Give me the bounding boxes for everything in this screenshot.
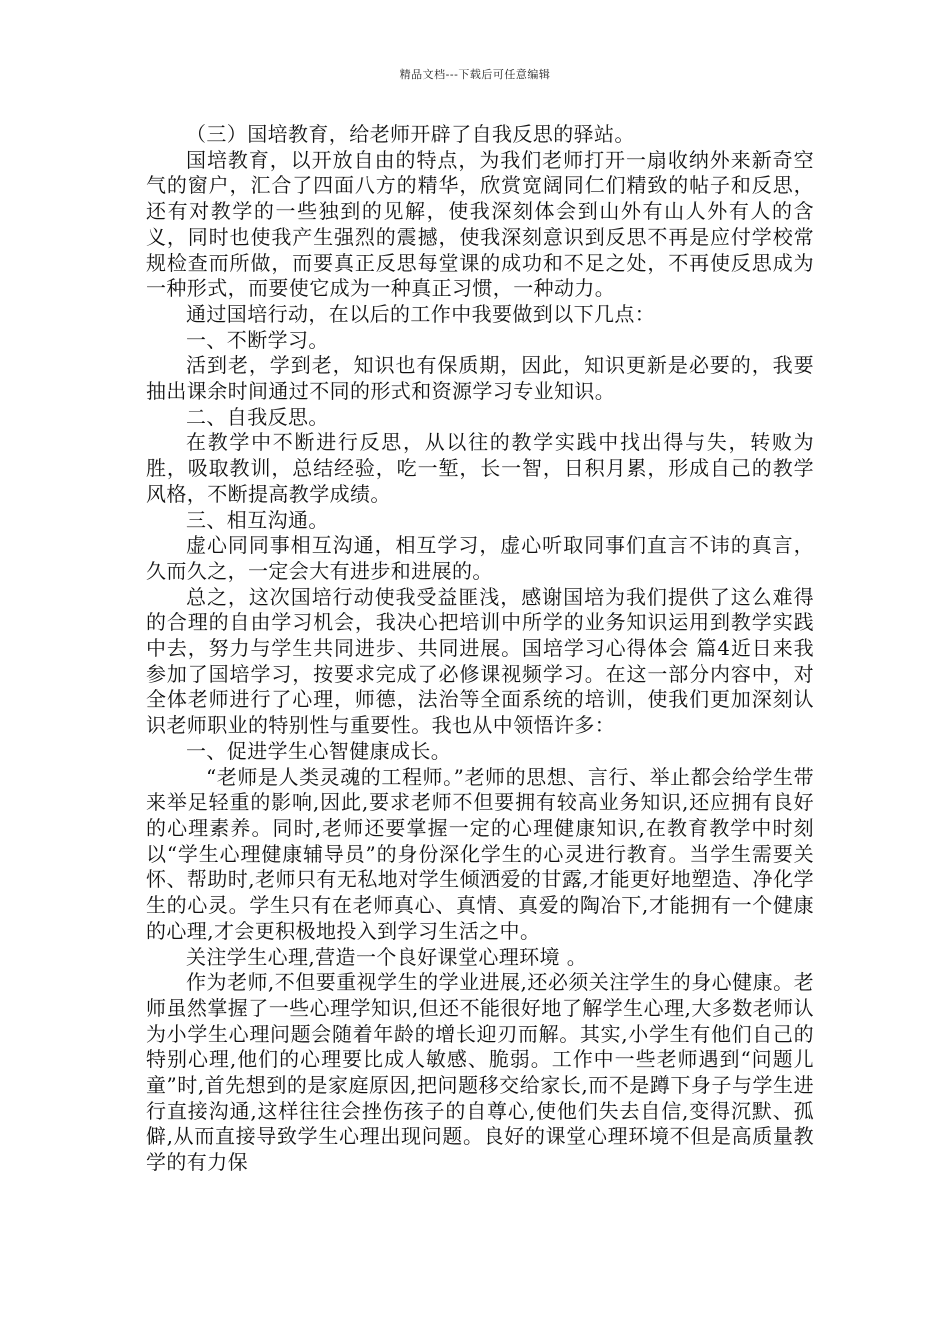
subheading: 关注学生心理,营造一个良好课堂心理环境 。 [186,944,588,969]
paragraph: 总之，这次国培行动使我受益匪浅，感谢国培为我们提供了这么难得的合理的自由学习机会，我决心把培训中所学的业务知识运用到教学实践中去，努力与学生共同进步、共同进展。国培学习心得体会 篇4近日来我参加了国培学习，按要求完成了必修课视频学习。在这一部分内容中，对全体老师进行了心理，师德，法治等全面系统的培训，使我们更加深刻认识老师职业的特别性与重要性。我也从中领悟许多： [146,584,814,738]
paragraph: “老师是人类灵魂的工程师。”老师的思想、言行、举止都会给学生带来举足轻重的影响,因此,要求老师不但要拥有较高业务知识,还应拥有良好的心理素养。同时,老师还要掌握一定的心理健康知识,在教育教学中时刻以“学生心理健康辅导员”的身份深化学生的心灵进行教育。当学生需要关怀、帮助时,老师只有无私地对学生倾洒爱的甘露,才能更好地塑造、净化学生的心灵。学生只有在老师真心、真情、真爱的陶冶下,才能拥有一个健康的心理,才会更积极地投入到学习生活之中。 [146,764,814,943]
page-header: 精品文档---下载后可任意编辑 [399,68,551,81]
paragraph: 通过国培行动，在以后的工作中我要做到以下几点： [186,301,656,326]
paragraph: 作为老师,不但要重视学生的学业进展,还必须关注学生的身心健康。老师虽然掌握了一些心理学知识,但还不能很好地了解学生心理,大多数老师认为小学生心理问题会随着年龄的增长迎刃而解。其实,小学生有他们自己的特别心理,他们的心理要比成人敏感、脆弱。工作中一些老师遇到“问题儿童”时,首先想到的是家庭原因,把问题移交给家长,而不是蹲下身子与学生进行直接沟通,这样往往会挫伤孩子的自尊心,使他们失去自信,变得沉默、孤僻,从而直接导致学生心理出现问题。良好的课堂心理环境不但是高质量教学的有力保 [146,970,814,1175]
paragraph: 虚心同同事相互沟通，相互学习，虚心听取同事们直言不讳的真言，久而久之，一定会大有进步和进展的。 [146,533,814,583]
list-heading: 二、自我反思。 [186,404,329,429]
paragraph: 活到老，学到老，知识也有保质期，因此，知识更新是必要的，我要抽出课余时间通过不同的形式和资源学习专业知识。 [146,353,814,404]
section-heading-three: （三）国培教育，给老师开辟了自我反思的驿站。 [186,122,635,146]
paragraph: 国培教育，以开放自由的特点，为我们老师打开一扇收纳外来新奇空气的窗户，汇合了四面八方的精华，欣赏宽阔同仁们精致的帖子和反思，还有对教学的一些独到的见解，使我深刻体会到山外有山人外有人的含义，同时也使我产生强烈的震撼，使我深刻意识到反思不再是应付学校常规检查而所做，而要真正反思每堂课的成功和不足之处，不再使反思成为一种形式，而要使它成为一种真正习惯，一种动力。 [146,147,814,301]
list-heading: 三、相互沟通。 [186,507,329,532]
list-heading: 一、促进学生心智健康成长。 [186,738,452,763]
document-body [146,122,814,1176]
paragraph: 在教学中不断进行反思，从以往的教学实践中找出得与失，转败为胜，吸取教训，总结经验，吃一堑，长一智，日积月累，形成自己的教学风格，不断提高教学成绩。 [146,430,814,506]
list-heading: 一、不断学习。 [186,327,329,352]
